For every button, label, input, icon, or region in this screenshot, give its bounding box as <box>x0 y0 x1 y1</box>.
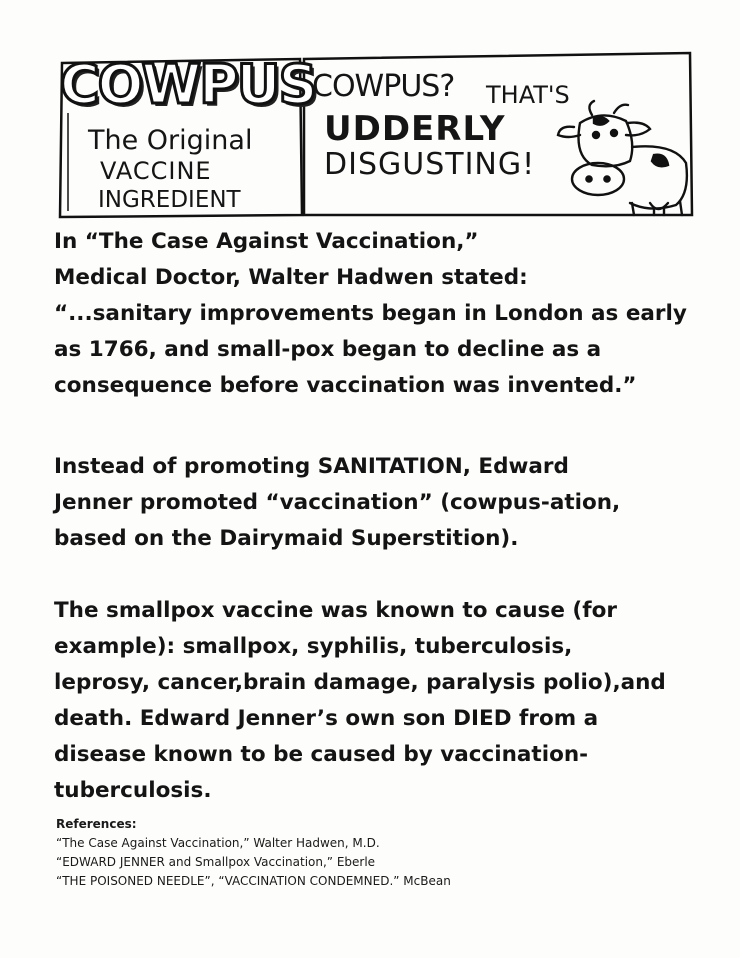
comic-speech-line1b: THAT'S <box>486 81 570 109</box>
comic-subtitle-line3: INGREDIENT <box>98 187 241 213</box>
references-section <box>54 815 694 891</box>
text-line: example): smallpox, syphilis, tuberculosis, <box>54 634 573 659</box>
comic-speech-line1a: COWPUS? <box>312 69 455 104</box>
cow-drawing <box>558 101 687 215</box>
text-line: death. Edward Jenner’s own son DIED from a <box>54 706 599 731</box>
paragraph-jenner-sanitation <box>54 449 714 557</box>
text-line: Jenner promoted “vaccination” (cowpus-ation, <box>54 490 621 515</box>
paragraph-vaccine-effects <box>54 593 714 809</box>
comic-subtitle-line1: The Original <box>88 125 253 156</box>
reference-item: “EDWARD JENNER and Smallpox Vaccination,” Eberle <box>56 855 376 869</box>
reference-item: “THE POISONED NEEDLE”, “VACCINATION CONDEMNED.” McBean <box>56 874 451 888</box>
comic-strip <box>54 43 694 219</box>
text-line: “...sanitary improvements began in London as early <box>54 301 687 326</box>
text-line: Instead of promoting SANITATION, Edward <box>54 454 569 479</box>
text-line: In “The Case Against Vaccination,” <box>54 229 479 254</box>
text-line: consequence before vaccination was invented.” <box>54 373 637 398</box>
text-line: Medical Doctor, Walter Hadwen stated: <box>54 265 528 290</box>
text-line: as 1766, and small-pox began to decline as a <box>54 337 602 362</box>
text-line: based on the Dairymaid Superstition). <box>54 526 519 551</box>
comic-speech-line2: UDDERLY <box>324 109 506 149</box>
text-line: disease known to be caused by vaccination- <box>54 742 589 767</box>
text-line: leprosy, cancer,brain damage, paralysis polio),and <box>54 670 666 695</box>
references-heading: References: <box>56 817 137 831</box>
text-line: tuberculosis. <box>54 778 212 803</box>
comic-speech-line3: DISGUSTING! <box>324 147 536 182</box>
comic-title: COWPUS <box>60 53 316 116</box>
text-line: The smallpox vaccine was known to cause (for <box>54 598 617 623</box>
paragraph-hadwen-quote <box>54 224 714 404</box>
comic-subtitle-line2: VACCINE <box>100 157 212 185</box>
reference-item: “The Case Against Vaccination,” Walter Hadwen, M.D. <box>56 836 380 850</box>
